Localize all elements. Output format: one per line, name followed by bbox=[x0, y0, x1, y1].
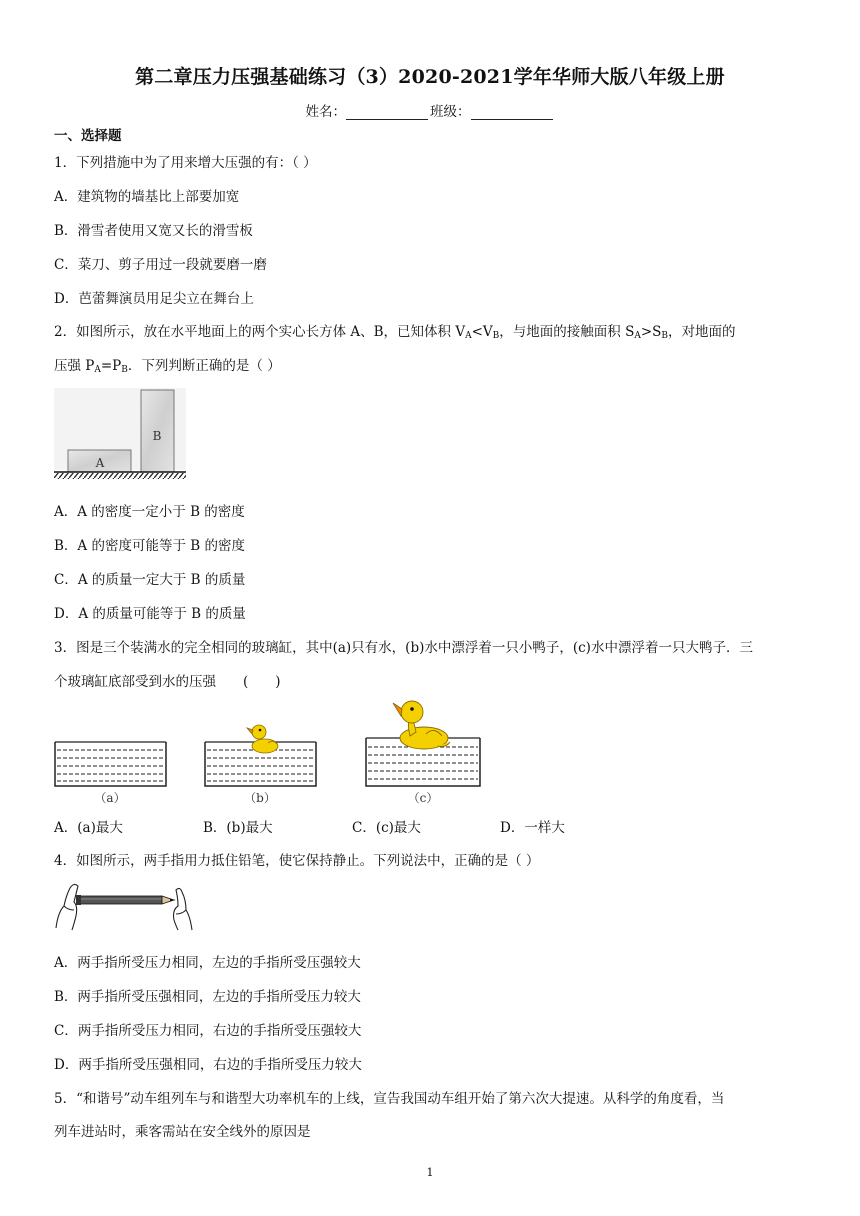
fig-label-b: （b） bbox=[244, 791, 276, 805]
q2-stem-line2: 压强 $P_A=P_B$．下列判断正确的是（ ） bbox=[54, 358, 281, 375]
fig-label-c: （c） bbox=[407, 791, 439, 805]
q1-option-c: C．菜刀、剪子用过一段就要磨一磨 bbox=[54, 257, 267, 273]
q3-stem-line1: 3．图是三个装满水的完全相同的玻璃缸，其中(a)只有水，(b)水中漂浮着一只小鸭子，(c)水中漂浮着一只大鸭子．三 bbox=[54, 640, 753, 656]
right-hand bbox=[174, 888, 193, 930]
q3-option-d: D．一样大 bbox=[500, 820, 565, 836]
block-a-label: A bbox=[95, 456, 105, 470]
q4-option-a: A．两手指所受压力相同，左边的手指所受压强较大 bbox=[54, 955, 361, 971]
small-duck bbox=[247, 725, 278, 753]
q2-option-d: D．A 的质量可能等于 B 的质量 bbox=[54, 606, 246, 622]
q1-option-a: A．建筑物的墙基比上部要加宽 bbox=[54, 189, 240, 205]
q3-stem-line2: 个玻璃缸底部受到水的压强 ( ) bbox=[54, 674, 281, 690]
q4-stem: 4．如图所示，两手指用力抵住铅笔，使它保持静止。下列说法中，正确的是（ ） bbox=[54, 853, 540, 869]
q2-stem-line1: 2．如图所示，放在水平地面上的两个实心长方体 A、B，已知体积 $V_A<V_B$，与地面的接触面积 $S_A>S_B$，对地面的 bbox=[54, 324, 736, 341]
q4-option-c: C．两手指所受压力相同，右边的手指所受压强较大 bbox=[54, 1023, 362, 1039]
student-info bbox=[0, 100, 860, 120]
pencil bbox=[76, 895, 176, 905]
big-duck bbox=[393, 701, 450, 749]
q4-option-d: D．两手指所受压强相同，右边的手指所受压力较大 bbox=[54, 1057, 362, 1073]
q2-blocks-figure bbox=[54, 388, 186, 482]
fig-label-a: （a） bbox=[94, 791, 126, 805]
q1-option-d: D．芭蕾舞演员用足尖立在舞台上 bbox=[54, 291, 254, 307]
q1-option-b: B．滑雪者使用又宽又长的滑雪板 bbox=[54, 223, 253, 239]
q4-option-b: B．两手指所受压强相同，左边的手指所受压力较大 bbox=[54, 989, 361, 1005]
q3-tanks-figure bbox=[54, 696, 484, 808]
q2-option-b: B．A 的密度可能等于 B 的密度 bbox=[54, 538, 245, 554]
q1-stem: 1．下列措施中为了用来增大压强的有：（ ） bbox=[54, 155, 317, 171]
q2-option-a: A．A 的密度一定小于 B 的密度 bbox=[54, 504, 245, 520]
q5-stem-line2: 列车进站时，乘客需站在安全线外的原因是 bbox=[54, 1124, 311, 1140]
page-title: 第二章压力压强基础练习（3）2020-2021学年华师大版八年级上册 bbox=[135, 66, 725, 88]
ground-hatch bbox=[54, 473, 186, 479]
section-heading: 一、选择题 bbox=[54, 128, 122, 144]
q3-option-b: B．(b)最大 bbox=[203, 820, 273, 836]
name-label: 姓名： bbox=[305, 104, 346, 120]
q3-option-c: C．(c)最大 bbox=[352, 820, 421, 836]
q4-pencil-figure bbox=[54, 876, 194, 932]
left-hand bbox=[56, 884, 78, 930]
page-number: 1 bbox=[426, 1166, 434, 1179]
block-b-label: B bbox=[152, 429, 162, 443]
q5-stem-line1: 5．“和谐号”动车组列车与和谐型大功率机车的上线，宣告我国动车组开始了第六次大提速。从科学的角度看，当 bbox=[54, 1091, 725, 1107]
q3-option-a: A．(a)最大 bbox=[54, 820, 123, 836]
name-blank[interactable] bbox=[346, 106, 428, 120]
class-blank[interactable] bbox=[471, 106, 553, 120]
class-label: 班级： bbox=[430, 104, 471, 120]
q2-option-c: C．A 的质量一定大于 B 的质量 bbox=[54, 572, 246, 588]
